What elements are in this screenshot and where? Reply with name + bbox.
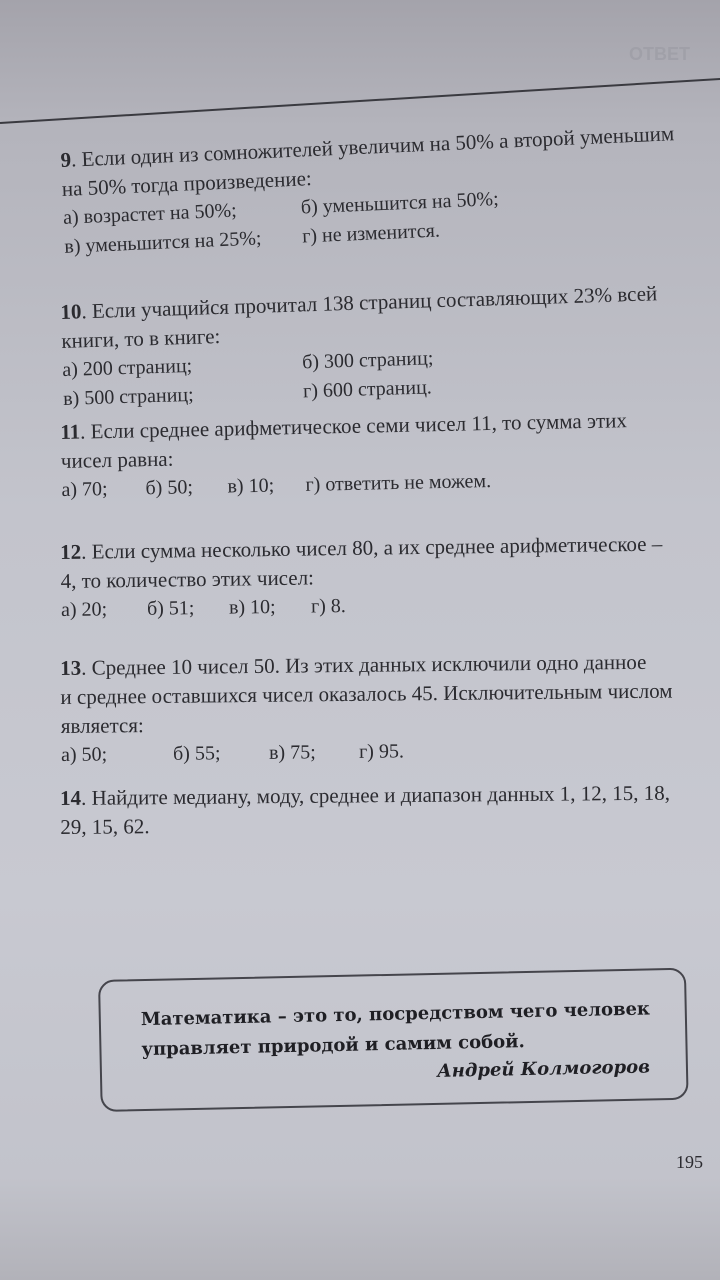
option-v: в) 10; [227, 474, 275, 498]
options-row [61, 734, 701, 770]
question-line: 4, то количество этих чисел: [60, 565, 315, 593]
option-v: в) 75; [268, 741, 316, 764]
page-number: 195 [676, 1152, 703, 1172]
option-a: а) возрастет на 50%; [62, 199, 238, 229]
option-b: б) 51; [146, 597, 195, 620]
option-g: г) 8. [310, 595, 347, 618]
header-rule [0, 77, 720, 124]
option-a: а) 20; [60, 598, 108, 621]
question-14 [60, 778, 700, 842]
question-text: . Если среднее арифметическое семи чисел 11, то сумма этих [79, 408, 628, 444]
question-10 [60, 278, 703, 414]
option-a: а) 50; [60, 743, 108, 766]
quote-text [141, 994, 662, 1065]
question-line: и среднее оставшихся чисел оказалось 45. Исключительным числом [60, 678, 673, 709]
question-text: . Если один из сомножителей увеличим на 50% а второй уменьшим [70, 121, 675, 172]
question-number: 11 [60, 419, 81, 444]
question-text: . Если учащийся прочитал 138 страниц составляющих 23% всей [81, 281, 658, 324]
question-12 [60, 529, 701, 625]
question-13 [60, 647, 701, 770]
question-line: чисел равна: [60, 446, 174, 473]
option-v: в) 500 страниц; [62, 383, 194, 410]
question-line [60, 778, 700, 813]
option-g: г) не изменится. [301, 219, 441, 248]
question-number: 14 [60, 785, 82, 810]
option-v: в) 10; [228, 595, 276, 619]
option-b: б) 50; [145, 476, 194, 500]
quote-line: Математика – это то, посредством чего человек [140, 998, 651, 1031]
option-g: г) 95. [358, 740, 405, 763]
quote-author: Андрей Колмогоров [436, 1056, 651, 1082]
question-number: 13 [60, 655, 82, 680]
question-9 [60, 118, 704, 262]
option-a: а) 70; [61, 478, 108, 501]
question-11 [60, 405, 702, 505]
question-line: 29, 15, 62. [60, 814, 150, 839]
question-number: 9 [60, 147, 72, 172]
quote-box [98, 968, 689, 1112]
question-line: на 50% тогда произведение: [61, 166, 313, 201]
question-text: . Если сумма несколько чисел 80, а их среднее арифметическое – [81, 531, 663, 564]
question-text: . Найдите медиану, моду, среднее и диапазон данных 1, 12, 15, 18, [81, 780, 671, 810]
option-b: б) уменьшится на 50%; [300, 187, 500, 219]
question-line: является: [60, 713, 144, 738]
question-text: . Среднее 10 чисел 50. Из этих данных исключили одно данное [81, 649, 647, 680]
option-g: г) ответить не можем. [305, 469, 492, 496]
quote-line: управляет природой и самим собой. [141, 1031, 525, 1061]
option-b: б) 300 страниц; [301, 347, 434, 374]
question-number: 10 [60, 299, 82, 324]
question-line: книги, то в книге: [60, 323, 221, 353]
option-v: в) уменьшится на 25%; [63, 227, 262, 258]
option-b: б) 55; [172, 742, 221, 765]
option-g: г) 600 страниц. [302, 376, 433, 403]
option-a: а) 200 страниц; [61, 354, 193, 381]
header-ghost-text: ОТВЕТ [629, 44, 690, 64]
question-number: 12 [60, 539, 82, 564]
